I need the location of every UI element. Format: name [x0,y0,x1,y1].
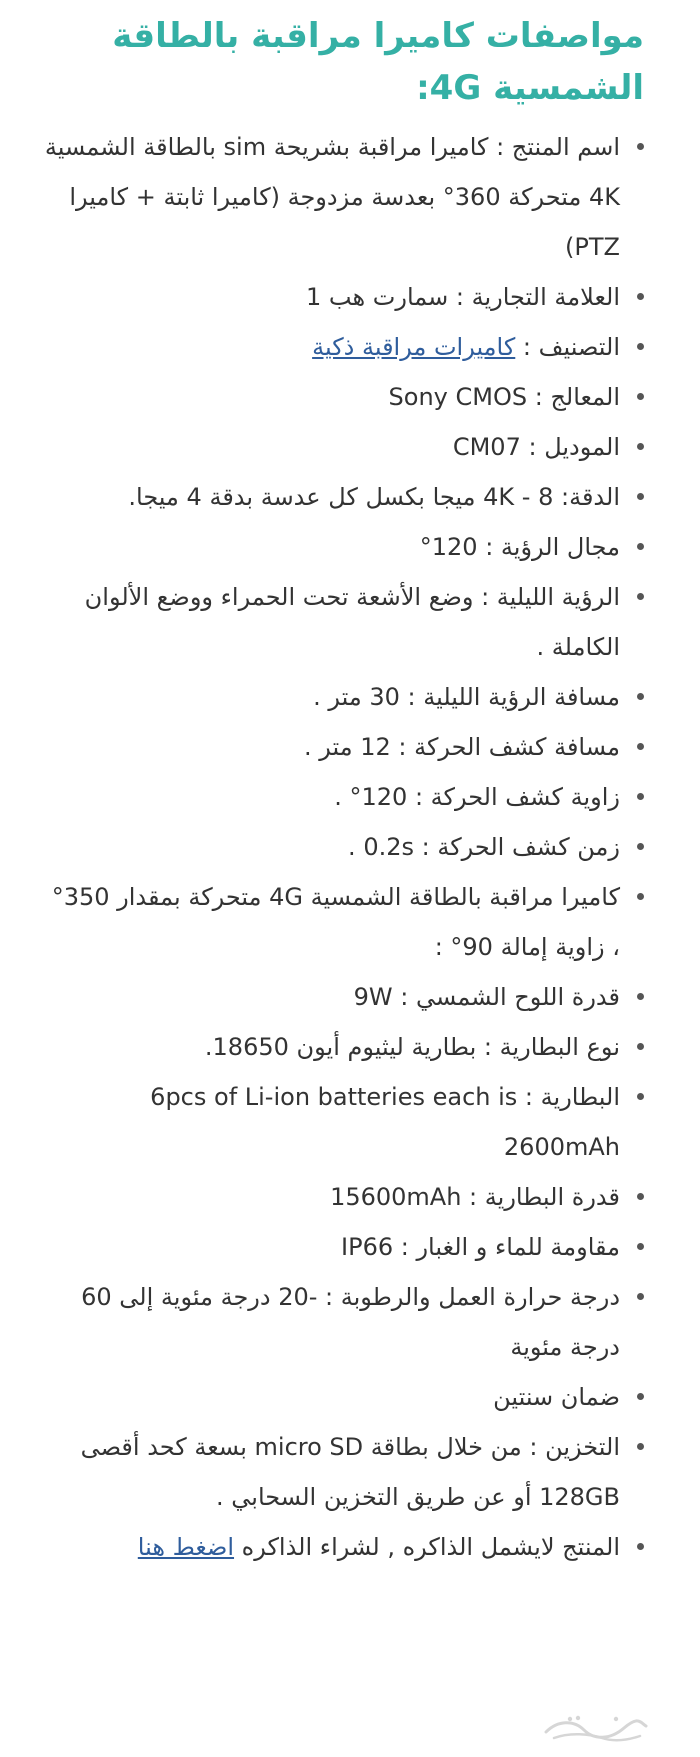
bullet-icon [637,1293,644,1300]
bullet-icon [637,893,644,900]
bullet-icon [637,1393,644,1400]
spec-text: مسافة كشف الحركة : 12 متر . [304,733,620,761]
spec-text: الرؤية الليلية : وضع الأشعة تحت الحمراء ووضع الألوان الكاملة . [84,583,620,661]
bullet-icon [637,1043,644,1050]
spec-text: قدرة البطارية : 15600mAh [330,1183,620,1211]
spec-text: مجال الرؤية : 120° [419,533,620,561]
bullet-icon [637,793,644,800]
spec-item-night-vision [40,572,644,672]
title-line-1: مواصفات كاميرا مراقبة بالطاقة [112,16,644,56]
spec-text: اسم المنتج : كاميرا مراقبة بشريحة sim بالطاقة الشمسية 4K متحركة 360° بعدسة مزدوجة (كاميرا ثابتة + كاميرا PTZ) [44,133,620,261]
bullet-icon [637,1093,644,1100]
spec-text: المعالج : Sony CMOS [388,383,620,411]
bullet-icon [637,543,644,550]
spec-item-battery [40,1072,644,1172]
spec-text: ضمان سنتين [493,1383,620,1411]
bullet-icon [637,1193,644,1200]
category-link[interactable]: كاميرات مراقبة ذكية [312,333,516,361]
bullet-icon [637,1543,644,1550]
title-line-2: الشمسية 4G: [416,68,644,108]
spec-list [40,122,644,1572]
category-label: التصنيف : [515,333,620,361]
spec-text: البطارية : 6pcs of Li-ion batteries each is 2600mAh [150,1083,620,1161]
spec-item-battery-type [40,1022,644,1072]
spec-item-battery-capacity [40,1172,644,1222]
haraj-watermark-icon [540,1710,650,1746]
page-title [40,10,644,114]
spec-item-storage [40,1422,644,1522]
spec-item-brand [40,272,644,322]
spec-text: نوع البطارية : بطارية ليثيوم أيون 18650. [204,1033,620,1061]
spec-item-water-resistance [40,1222,644,1272]
spec-text: الدقة: 8 - 4K ميجا بكسل كل عدسة بدقة 4 ميجا. [128,483,620,511]
spec-item-temperature [40,1272,644,1372]
spec-text: زاوية كشف الحركة : 120° . [334,783,620,811]
spec-text: العلامة التجارية : سمارت هب 1 [306,283,620,311]
buy-memory-link[interactable]: اضغط هنا [137,1533,235,1561]
bullet-icon [637,693,644,700]
spec-text: درجة حرارة العمل والرطوبة : -20 درجة مئوية إلى 60 درجة مئوية [81,1283,620,1361]
spec-item-motion-time [40,822,644,872]
bullet-icon [637,1443,644,1450]
spec-item-night-vision-distance [40,672,644,722]
spec-item-motion-distance [40,722,644,772]
spec-item-product-name [40,122,644,272]
bullet-icon [637,343,644,350]
spec-text: التخزين : من خلال بطاقة micro SD بسعة كحد أقصى 128GB أو عن طريق التخزين السحابي . [80,1433,620,1511]
bullet-icon [637,1243,644,1250]
spec-text: الموديل : CM07 [452,433,620,461]
spec-item-warranty [40,1372,644,1422]
spec-text: مقاومة للماء و الغبار : IP66 [341,1233,620,1261]
memory-note-text: المنتج لايشمل الذاكره , لشراء الذاكره [234,1533,620,1561]
spec-text: مسافة الرؤية الليلية : 30 متر . [313,683,620,711]
spec-text: زمن كشف الحركة : 0.2s . [348,833,620,861]
spec-item-resolution [40,472,644,522]
spec-item-category [40,322,644,372]
spec-item-memory-note [40,1522,644,1572]
spec-item-processor [40,372,644,422]
bullet-icon [637,493,644,500]
spec-item-motion-angle [40,772,644,822]
bullet-icon [637,143,644,150]
spec-text: قدرة اللوح الشمسي : 9W [353,983,620,1011]
bullet-icon [637,593,644,600]
bullet-icon [637,393,644,400]
bullet-icon [637,443,644,450]
spec-item-solar-power [40,972,644,1022]
bullet-icon [637,293,644,300]
bullet-icon [637,843,644,850]
spec-item-rotation [40,872,644,972]
spec-item-field-of-view [40,522,644,572]
spec-text: كاميرا مراقبة بالطاقة الشمسية 4G متحركة بمقدار 350° ، زاوية إمالة 90° : [51,883,620,961]
bullet-icon [637,743,644,750]
bullet-icon [637,993,644,1000]
spec-item-model [40,422,644,472]
